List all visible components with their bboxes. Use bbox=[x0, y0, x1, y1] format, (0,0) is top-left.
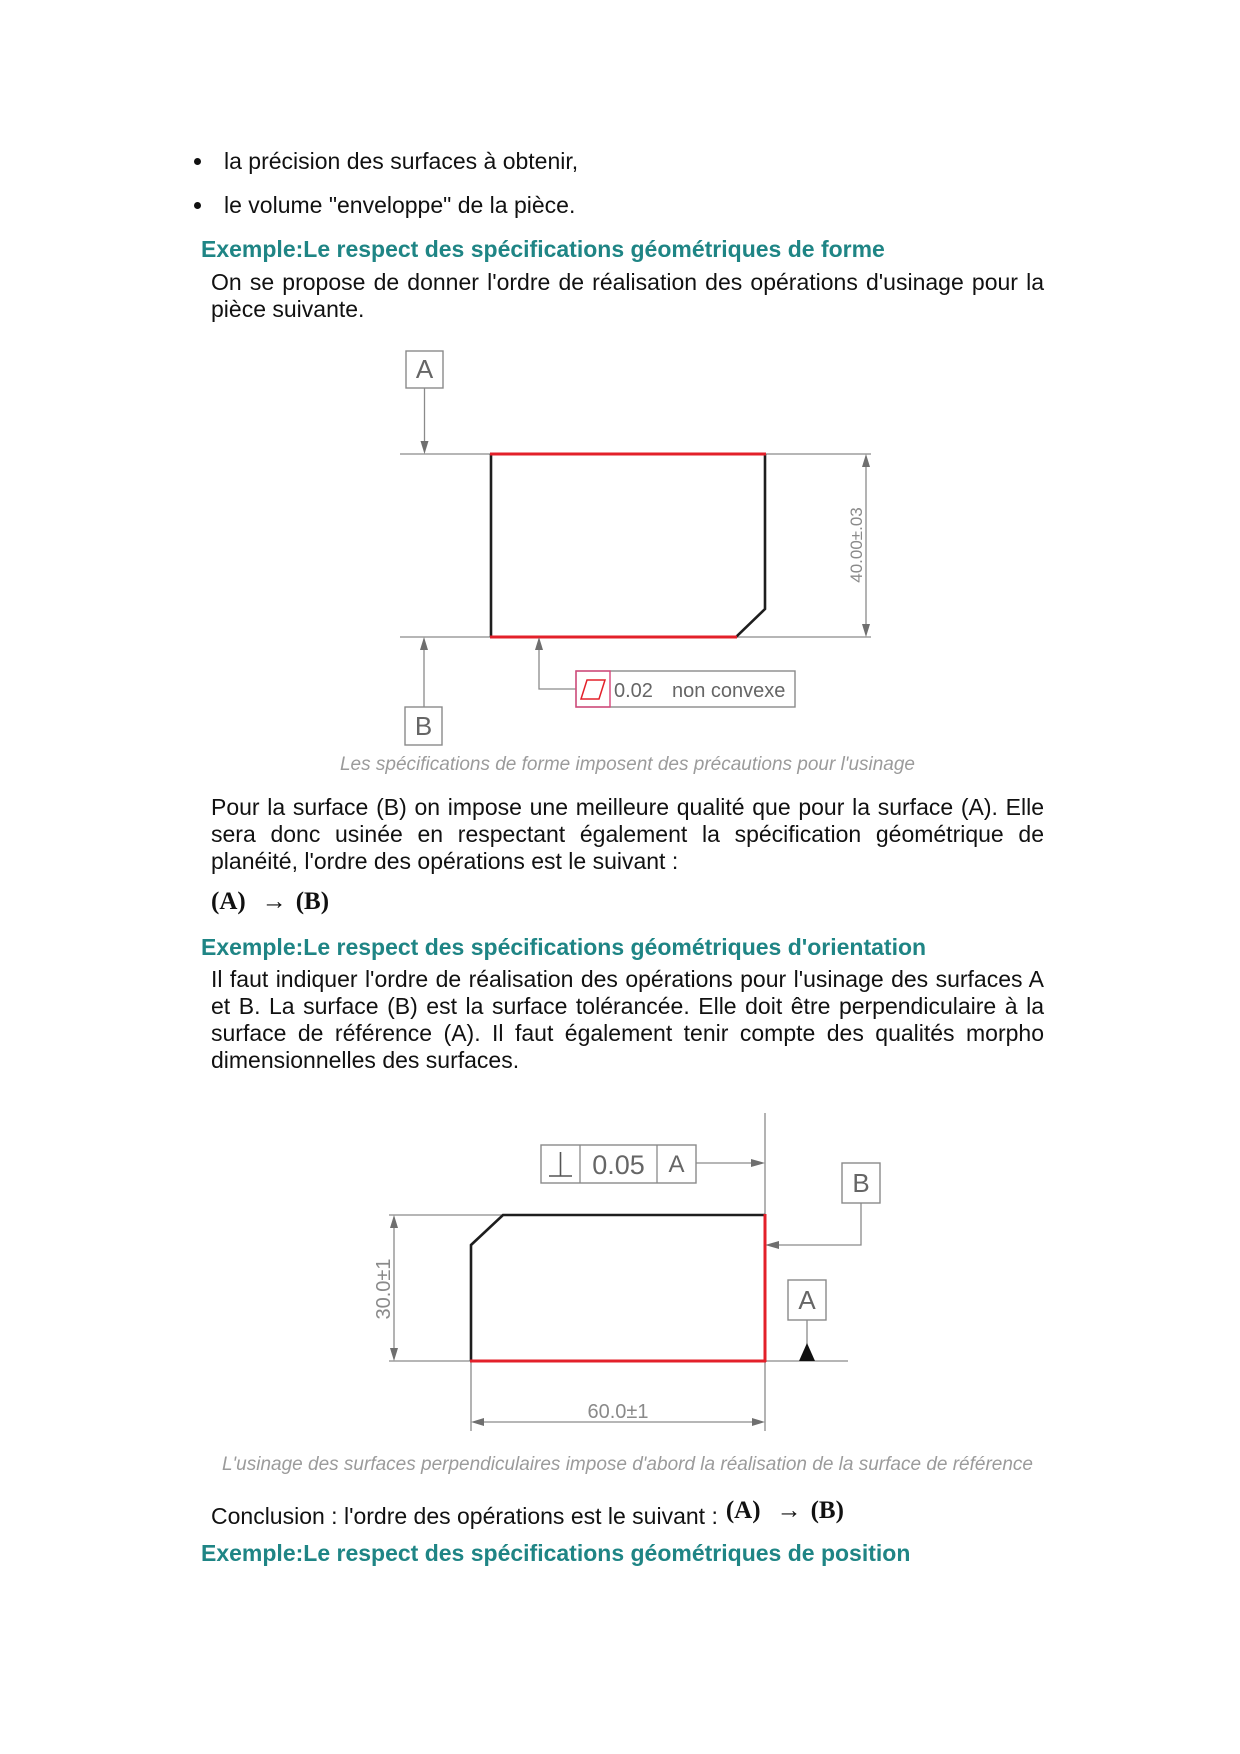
orientation-example-intro: Il faut indiquer l'ordre de réalisation des opérations pour l'usinage des surfaces A et B. La surface (B) est la surface tolérancée. Elle doit être perpendiculaire à la surface de référence (A). Il faut également tenir compte des qualités morpho dimensionnelles des surfaces. bbox=[211, 965, 1044, 1073]
flatness-leader-arrowhead bbox=[535, 637, 543, 650]
list-item-text: le volume "enveloppe" de la pièce. bbox=[224, 192, 576, 218]
perpendicularity-datum-reference: A bbox=[668, 1151, 685, 1178]
form-example-heading: Exemple:Le respect des spécifications géométriques de forme bbox=[201, 235, 885, 262]
orientation-figure-caption: L'usinage des surfaces perpendiculaires impose d'abord la réalisation de la surface de référence bbox=[221, 1454, 1034, 1475]
datum-b-label: B bbox=[852, 1168, 870, 1198]
form-example-explanation: Pour la surface (B) on impose une meilleure qualité que pour la surface (A). Elle sera donc usinée en respectant également la spécification géométrique de planéité, l'ordre des opérations est le suivant : bbox=[211, 793, 1044, 874]
datum-triangle-icon bbox=[799, 1343, 815, 1361]
flatness-leader bbox=[539, 649, 576, 689]
list-item-text: la précision des surfaces à obtenir, bbox=[224, 148, 579, 174]
height-dimension-arrow-top bbox=[390, 1215, 398, 1228]
flatness-tolerance-value: 0.02 bbox=[614, 680, 653, 702]
sequence-second-surface: (B) bbox=[295, 888, 330, 915]
width-dimension-arrow-left bbox=[471, 1418, 484, 1426]
flatness-tolerance-note: non convexe bbox=[672, 680, 786, 702]
sequence-first-surface: (A) bbox=[211, 888, 246, 915]
datum-b-leader bbox=[779, 1203, 861, 1245]
list-item bbox=[0, 148, 1240, 175]
width-dimension-arrow-right bbox=[752, 1418, 765, 1426]
form-operation-sequence bbox=[211, 887, 1240, 917]
sequence-arrow-icon: → bbox=[261, 888, 287, 915]
orientation-specification-drawing bbox=[0, 1100, 1240, 1445]
datum-b-arrowhead bbox=[420, 637, 428, 650]
criteria-list bbox=[0, 148, 1240, 219]
height-dimension-arrow-top bbox=[862, 454, 870, 467]
perpendicularity-leader-arrowhead bbox=[751, 1159, 765, 1167]
sequence-arrow-icon: → bbox=[776, 1496, 802, 1524]
height-dimension-arrow-bottom bbox=[390, 1348, 398, 1361]
datum-a-label: A bbox=[415, 354, 434, 384]
list-item bbox=[0, 192, 1240, 219]
datum-b-arrowhead bbox=[765, 1241, 779, 1249]
height-dimension-label: 40.00±.03 bbox=[846, 507, 866, 583]
form-figure-caption: Les spécifications de forme imposent des précautions pour l'usinage bbox=[339, 754, 915, 775]
perpendicularity-tolerance-value: 0.05 bbox=[592, 1150, 645, 1180]
position-example-heading: Exemple:Le respect des spécifications géométriques de position bbox=[201, 1539, 911, 1566]
orientation-operation-sequence bbox=[726, 1497, 844, 1524]
conclusion-text: Conclusion : l'ordre des opérations est le suivant : bbox=[211, 1502, 718, 1529]
width-dimension-label: 60.0±1 bbox=[587, 1401, 649, 1423]
part-outline bbox=[471, 1215, 765, 1361]
orientation-example-heading: Exemple:Le respect des spécifications géométriques d'orientation bbox=[201, 933, 927, 960]
datum-b-label: B bbox=[414, 711, 433, 741]
form-specification-drawing bbox=[0, 340, 1240, 750]
bullet-icon bbox=[194, 202, 201, 209]
height-dimension-arrow-bottom bbox=[862, 624, 870, 637]
datum-a-arrowhead bbox=[421, 441, 429, 454]
orientation-conclusion bbox=[211, 1496, 1240, 1529]
form-example-intro: On se propose de donner l'ordre de réalisation des opérations d'usinage pour la pièce suivante. bbox=[211, 268, 1044, 322]
height-dimension-label: 30.0±1 bbox=[373, 1258, 395, 1320]
part-right-edge-chamfer bbox=[736, 454, 765, 637]
bullet-icon bbox=[194, 158, 201, 165]
sequence-second-surface: (B) bbox=[810, 1496, 844, 1524]
sequence-first-surface: (A) bbox=[725, 1496, 761, 1524]
datum-a-label: A bbox=[798, 1285, 816, 1315]
